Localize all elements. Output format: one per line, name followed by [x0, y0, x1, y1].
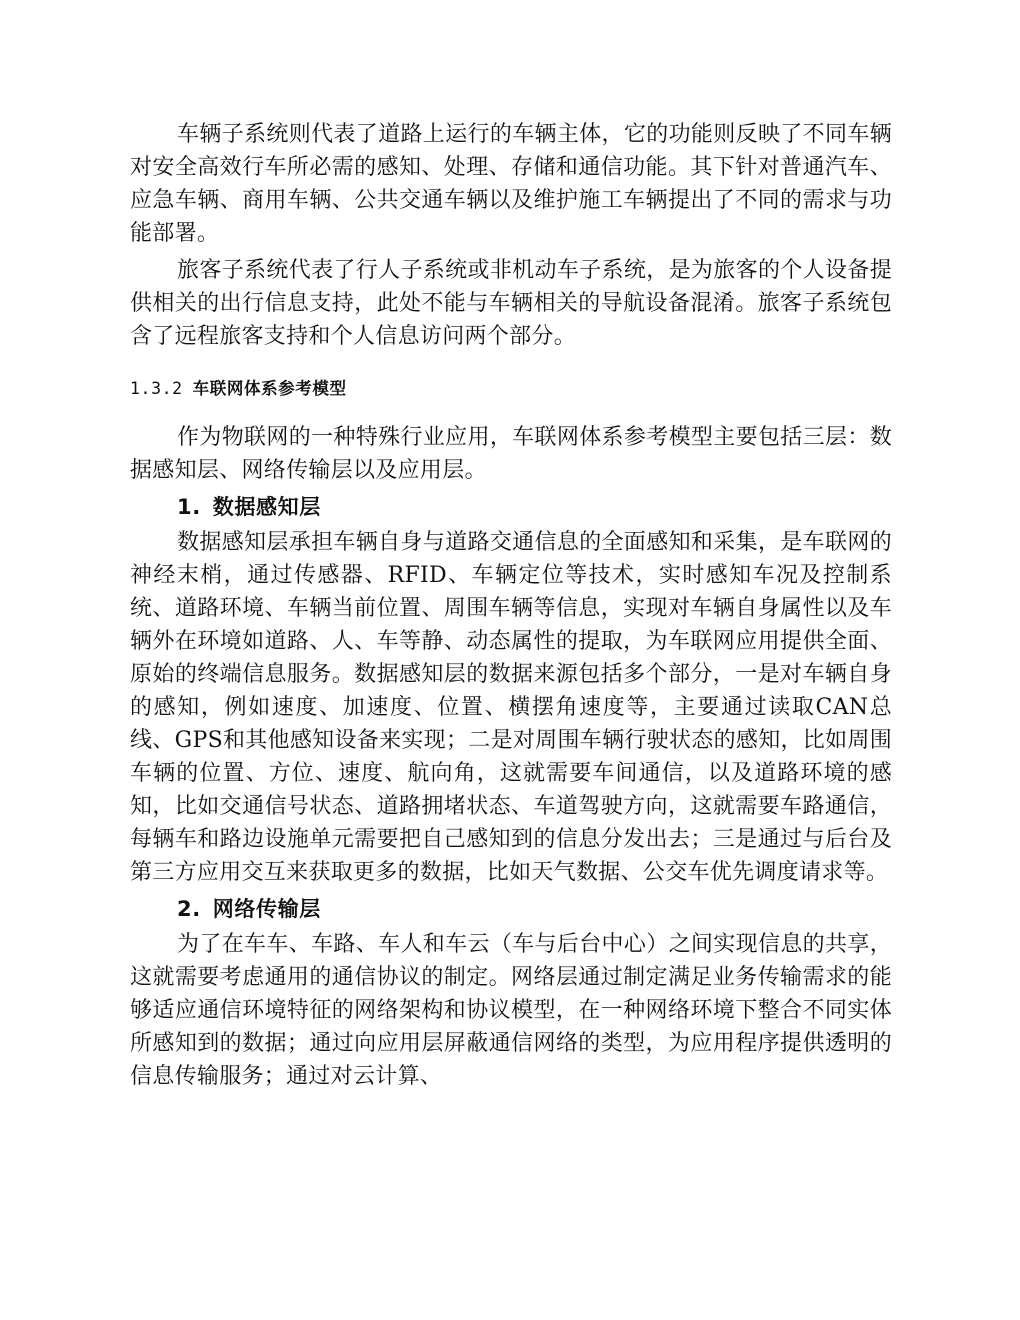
paragraph-data-perception: 数据感知层承担车辆自身与道路交通信息的全面感知和采集，是车联网的神经末梢，通过传感器、RFID、车辆定位等技术，实时感知车况及控制系统、道路环境、车辆当前位置、周围车辆等信息，实现对车辆自身属性以及车辆外在环境如道路、人、车等静、动态属性的提取，为车联网应用提供全面、原始的终端信息服务。数据感知层的数据来源包括多个部分，一是对车辆自身的感知，例如速度、加速度、位置、横摆角速度等，主要通过读取CAN总线、GPS和其他感知设备来实现；二是对周围车辆行驶状态的感知，比如周围车辆的位置、方位、速度、航向角，这就需要车间通信，以及道路环境的感知，比如交通信号状态、道路拥堵状态、车道驾驶方向，这就需要车路通信，每辆车和路边设施单元需要把自己感知到的信息分发出去；三是通过与后台及第三方应用交互来获取更多的数据，比如天气数据、公交车优先调度请求等。	[130, 530, 892, 885]
subsection-title: 数据感知层	[212, 495, 321, 519]
subsection-heading-network-transport	[177, 893, 892, 926]
subsection-title: 网络传输层	[212, 897, 321, 921]
paragraph-intro: 作为物联网的一种特殊行业应用，车联网体系参考模型主要包括三层：数据感知层、网络传输层以及应用层。	[130, 425, 892, 483]
paragraph-network-transport: 为了在车车、车路、车人和车云（车与后台中心）之间实现信息的共享，这就需要考虑通用的通信协议的制定。网络层通过制定满足业务传输需求的能够适应通信环境特征的网络架构和协议模型，在一种网络环境下整合不同实体所感知到的数据；通过向应用层屏蔽通信网络的类型，为应用程序提供透明的信息传输服务；通过对云计算、	[130, 932, 892, 1089]
subsection-number: 2.	[177, 897, 201, 921]
section-title: 车联网体系参考模型	[192, 379, 347, 398]
subsection-heading-data-perception	[177, 491, 892, 524]
section-heading	[130, 375, 892, 399]
section-number: 1.3.2	[130, 379, 183, 398]
subsection-number: 1.	[177, 495, 201, 519]
paragraph-vehicle-subsystem: 车辆子系统则代表了道路上运行的车辆主体，它的功能则反映了不同车辆对安全高效行车所必需的感知、处理、存储和通信功能。其下针对普通汽车、应急车辆、商用车辆、公共交通车辆以及维护施工车辆提出了不同的需求与功能部署。	[130, 122, 892, 246]
paragraph-traveler-subsystem: 旅客子系统代表了行人子系统或非机动车子系统，是为旅客的个人设备提供相关的出行信息支持，此处不能与车辆相关的导航设备混淆。旅客子系统包含了远程旅客支持和个人信息访问两个部分。	[130, 258, 892, 349]
document-page	[130, 118, 892, 1097]
